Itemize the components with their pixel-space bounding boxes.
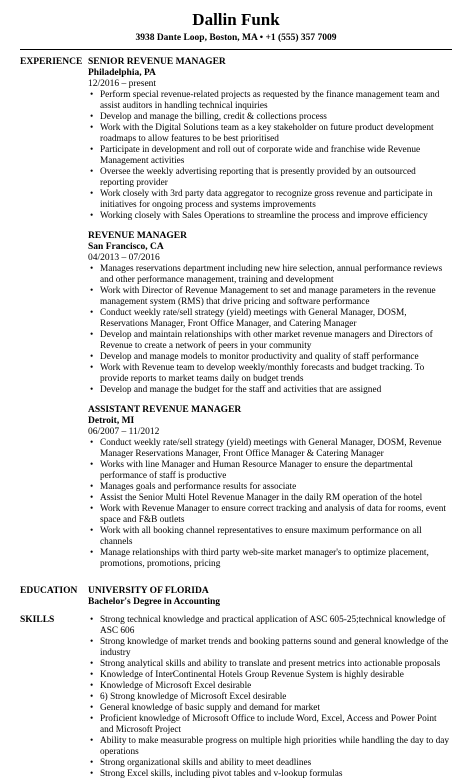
- job-bullet: • Work closely with 3rd party data aggregator to recognize gross revenue and participate in initiatives for ongoing process and systems improvements: [88, 189, 452, 211]
- skill-item: • Strong analytical skills and ability to translate and present metrics into actionable proposals: [88, 659, 452, 670]
- job-entry: [88, 57, 452, 222]
- job-bullet: • Develop and manage the budget for the staff and activities that are assigned: [88, 385, 452, 396]
- job-bullet: • Work with Revenue Manager to ensure correct tracking and analysis of data for rooms, event space and F&B outlets: [88, 504, 452, 526]
- job-entry: [88, 405, 452, 570]
- skill-item: • Proficient knowledge of Microsoft Office to include Word, Excel, Access and Power Point and Microsoft Project: [88, 714, 452, 736]
- job-bullet: • Manage relationships with third party web-site market manager's to optimize placement, promotions, promotions, pricing: [88, 548, 452, 570]
- job-bullet: • Develop and maintain relationships with other market revenue managers and Directors of Revenue to create a network of peers in your community: [88, 330, 452, 352]
- experience-section: [20, 57, 452, 579]
- job-bullets: [88, 90, 452, 222]
- job-dates: 06/2007 – 11/2012: [88, 427, 160, 437]
- education-label: EDUCATION: [20, 586, 78, 596]
- job-entry: [88, 231, 452, 396]
- job-bullets: [88, 438, 452, 570]
- job-dates: 04/2013 – 07/2016: [88, 253, 160, 263]
- job-bullet: • Work with the Digital Solutions team as a key stakeholder on future product development roadmaps to allow features to be best prioritised: [88, 123, 452, 145]
- skill-item: • Strong technical knowledge and practical application of ASC 605-25;technical knowledge of ASC 606: [88, 615, 452, 637]
- job-bullet: • Manages reservations department including new hire selection, annual performance reviews and other performance management, training and development: [88, 264, 452, 286]
- skills-body: [88, 615, 452, 780]
- header-divider: [20, 49, 452, 50]
- job-bullet: • Participate in development and roll out of corporate wide and franchise wide Revenue Management activities: [88, 145, 452, 167]
- job-location: Philadelphia, PA: [88, 68, 156, 78]
- skill-item: • Strong knowledge of market trends and booking patterns sound and general knowledge of the industry: [88, 637, 452, 659]
- skill-item: • Knowledge of InterContinental Hotels Group Revenue System is highly desirable: [88, 670, 452, 681]
- education-school: UNIVERSITY OF FLORIDA: [88, 586, 209, 596]
- job-title: SENIOR REVENUE MANAGER: [88, 57, 226, 67]
- job-bullet: • Assist the Senior Multi Hotel Revenue Manager in the daily RM operation of the hotel: [88, 493, 452, 504]
- job-bullet: • Working closely with Sales Operations to streamline the process and improve efficiency: [88, 211, 452, 222]
- education-body: [88, 586, 452, 608]
- job-bullet: • Conduct weekly rate/sell strategy (yield) meetings with General Manager, DOSM, Reservations Manager, Front Office Manager, and Catering Manager: [88, 308, 452, 330]
- education-degree: Bachelor's Degree in Accounting: [88, 597, 221, 607]
- job-bullet: • Work with Director of Revenue Management to set and manage parameters in the revenue management system (RMS) that drive pricing and software performance: [88, 286, 452, 308]
- skills-list: [88, 615, 452, 780]
- skill-item: • Strong organizational skills and ability to meet deadlines: [88, 758, 452, 769]
- contact-line: 3938 Dante Loop, Boston, MA • +1 (555) 357 7009: [135, 33, 337, 43]
- experience-body: [88, 57, 452, 579]
- job-location: Detroit, MI: [88, 416, 135, 426]
- experience-label: EXPERIENCE: [20, 57, 83, 67]
- skills-section: [20, 615, 452, 780]
- skill-item: • Knowledge of Microsoft Excel desirable: [88, 681, 452, 692]
- job-title: REVENUE MANAGER: [88, 231, 187, 241]
- job-bullet: • Conduct weekly rate/sell strategy (yield) meetings with General Manager, DOSM, Revenue Manager Reservations Manager, Front Office Manager & Catering Manager: [88, 438, 452, 460]
- job-location: San Francisco, CA: [88, 242, 164, 252]
- job-bullet: • Works with line Manager and Human Resource Manager to ensure the departmental performance of staff is productive: [88, 460, 452, 482]
- job-dates: 12/2016 – present: [88, 79, 157, 89]
- job-bullets: [88, 264, 452, 396]
- skill-item: • Strong Excel skills, including pivot tables and v-lookup formulas: [88, 769, 452, 780]
- education-section: [20, 586, 452, 608]
- job-bullet: • Work with Revenue team to develop weekly/monthly forecasts and budget tracking. To provide reports to market teams daily on budget trends: [88, 363, 452, 385]
- job-bullet: • Oversee the weekly advertising reporting that is presently provided by an outsourced reporting provider: [88, 167, 452, 189]
- skill-item: • Ability to make measurable progress on multiple high priorities while handling the day to day operations: [88, 736, 452, 758]
- job-bullet: • Develop and manage models to monitor productivity and quality of staff performance: [88, 352, 452, 363]
- job-bullet: • Manages goals and performance results for associate: [88, 482, 452, 493]
- job-title: ASSISTANT REVENUE MANAGER: [88, 405, 242, 415]
- skill-item: • General knowledge of basic supply and demand for market: [88, 703, 452, 714]
- skills-label: SKILLS: [20, 615, 55, 625]
- job-bullet: • Perform special revenue-related projects as requested by the finance management team and assist auditors in handling technical inquiries: [88, 90, 452, 112]
- resume-header: [20, 0, 452, 50]
- job-bullet: • Work with all booking channel representatives to ensure maximum performance on all channels: [88, 526, 452, 548]
- job-bullet: • Develop and manage the billing, credit & collections process: [88, 112, 452, 123]
- candidate-name: Dallin Funk: [192, 10, 280, 29]
- skill-item: • 6) Strong knowledge of Microsoft Excel desirable: [88, 692, 452, 703]
